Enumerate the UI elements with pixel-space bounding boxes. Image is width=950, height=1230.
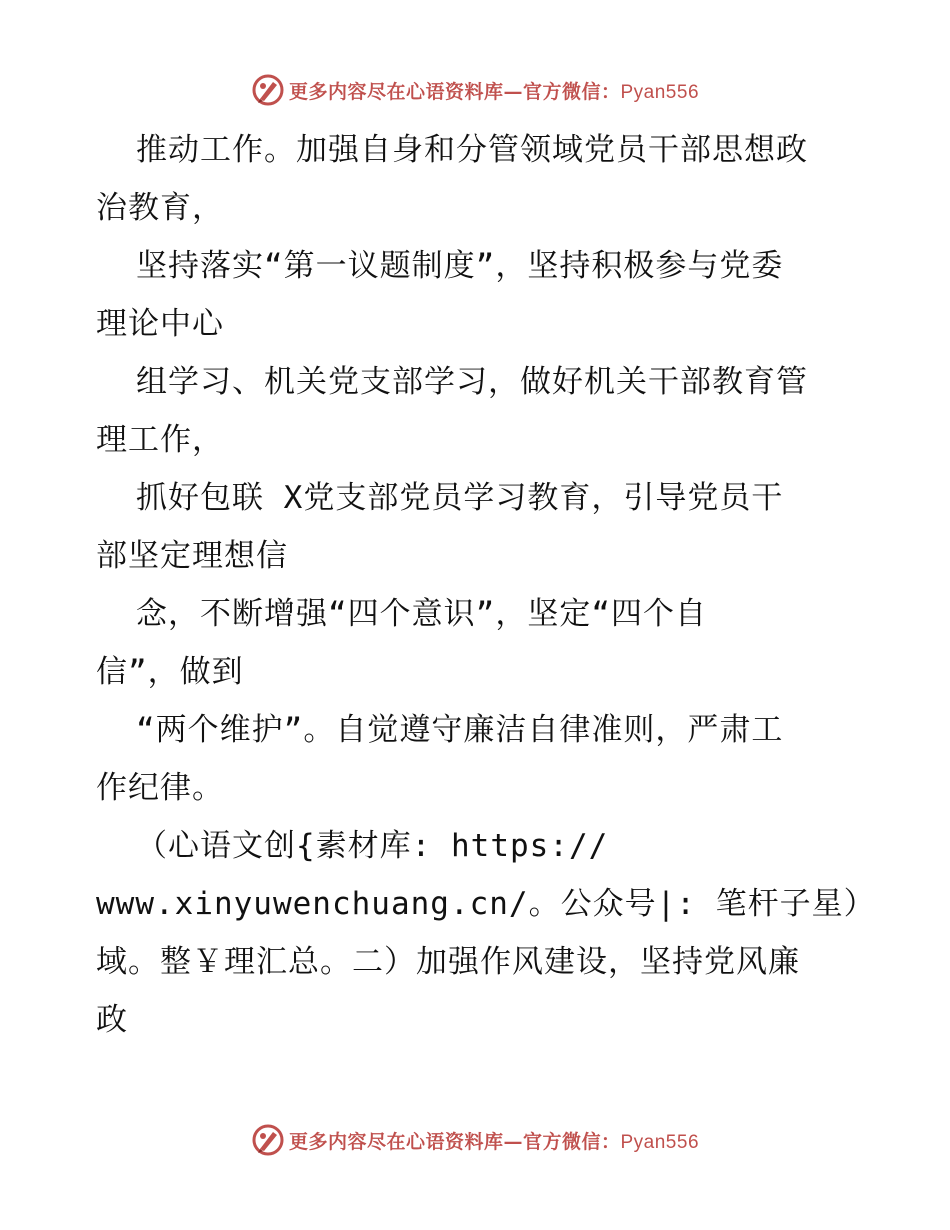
text-line: 理工作，	[96, 422, 224, 458]
text-line: 理论中心	[96, 306, 224, 342]
header-watermark-text: 更多内容尽在心语资料库—官方微信：Pyan556	[288, 80, 700, 103]
text-line: 部坚定理想信	[96, 538, 288, 574]
text-line: 作纪律。	[96, 770, 224, 806]
text-line: www.xinyuwenchuang.cn/。公众号|: 笔杆子星）	[96, 886, 876, 922]
header-watermark	[0, 70, 950, 110]
text-line: 治教育，	[96, 190, 224, 226]
text-line: 政	[96, 1002, 128, 1038]
text-line: 坚持落实“第一议题制度”，坚持积极参与党委	[136, 248, 784, 284]
text-line: 组学习、机关党支部学习，做好机关干部教育管	[136, 364, 808, 400]
footer-wechat-id: Pyan556	[620, 1131, 700, 1153]
text-line: 念，不断增强“四个意识”，坚定“四个自	[136, 596, 707, 632]
footer-watermark-text: 更多内容尽在心语资料库—官方微信：Pyan556	[288, 1130, 700, 1153]
footer-watermark	[0, 1120, 950, 1160]
text-line: （心语文创{素材库: https://	[136, 828, 609, 864]
document-body	[96, 121, 876, 1049]
header-wechat-id: Pyan556	[620, 81, 700, 103]
text-line: 抓好包联 X党支部党员学习教育，引导党员干	[136, 480, 784, 516]
text-line: 推动工作。加强自身和分管领域党员干部思想政	[136, 132, 808, 168]
pen-logo-icon	[251, 73, 285, 107]
text-line: 信”，做到	[96, 654, 244, 690]
pen-logo-icon	[251, 1123, 285, 1157]
text-line: 域。整￥理汇总。二）加强作风建设，坚持党风廉	[96, 944, 800, 980]
text-line: “两个维护”。自觉遵守廉洁自律准则，严肃工	[136, 712, 784, 748]
